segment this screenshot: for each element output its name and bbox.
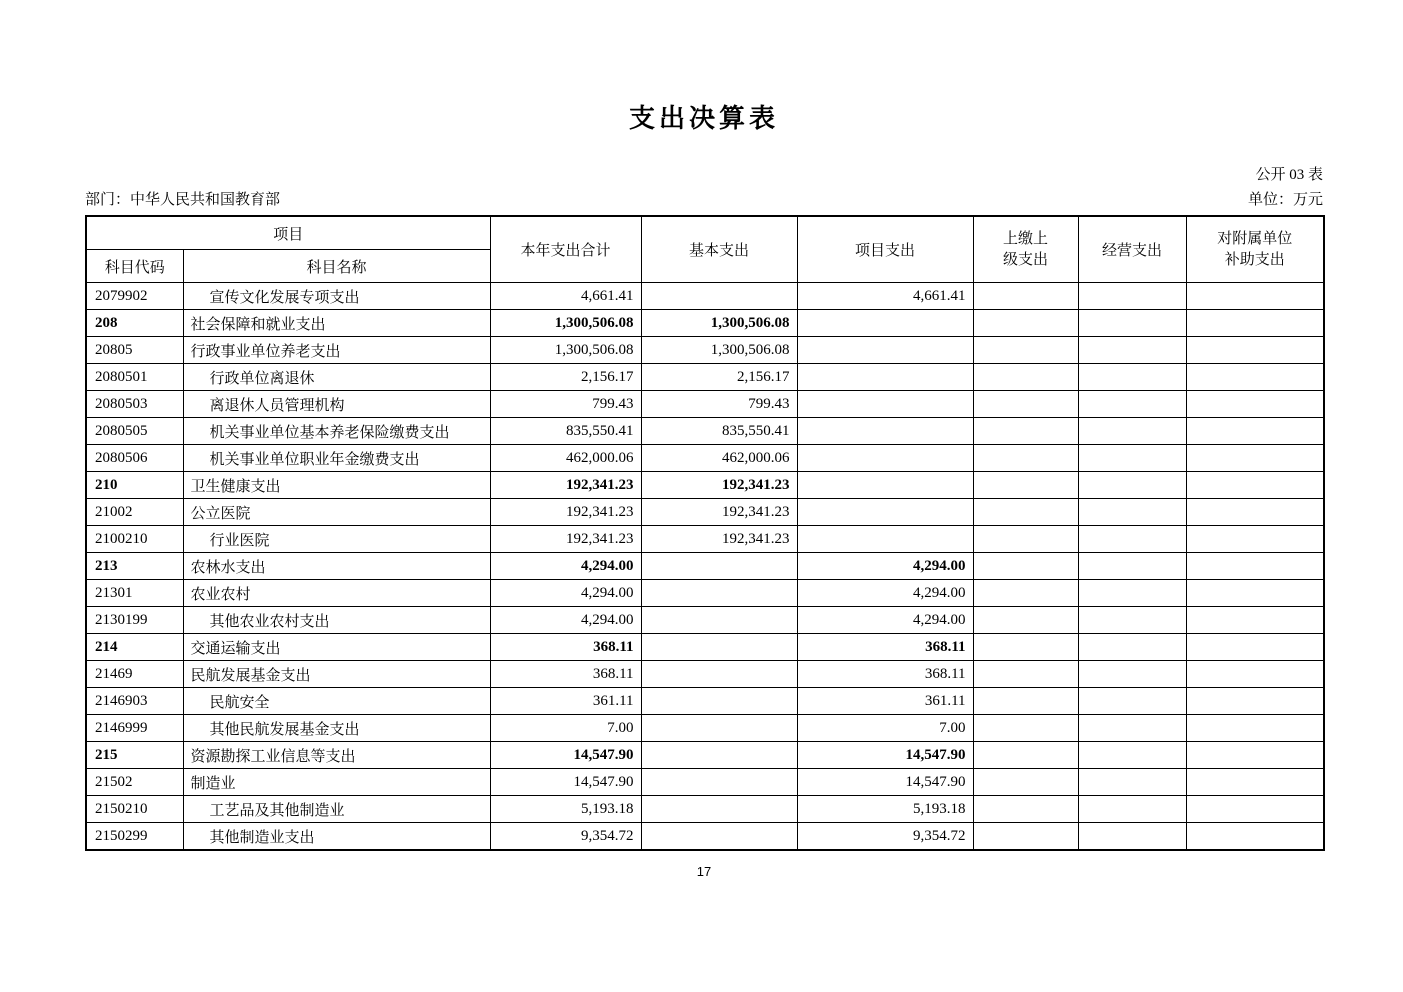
total-expense-cell: 361.11 [490,688,641,715]
upper-expense-cell [973,742,1078,769]
upper-expense-cell [973,445,1078,472]
subject-name-cell: 宣传文化发展专项支出 [183,283,490,310]
basic-expense-cell [641,283,797,310]
table-row [86,445,1324,472]
column-header-basic: 基本支出 [641,216,797,283]
upper-expense-cell [973,661,1078,688]
project-expense-cell [797,337,973,364]
table-row [86,499,1324,526]
upper-expense-cell [973,580,1078,607]
table-row [86,526,1324,553]
upper-expense-cell [973,553,1078,580]
column-header-upper [973,216,1078,283]
column-header-upper-line1: 上缴上 [1003,231,1049,248]
page-title: 支出决算表 [628,104,779,133]
operating-expense-cell [1078,661,1186,688]
operating-expense-cell [1078,742,1186,769]
upper-expense-cell [973,364,1078,391]
subject-code-cell: 214 [86,634,183,661]
subject-code-cell: 210 [86,472,183,499]
subsidy-expense-cell [1186,364,1324,391]
operating-expense-cell [1078,499,1186,526]
column-header-subsidy-line1: 对附属单位 [1217,231,1293,248]
subject-code-cell: 21469 [86,661,183,688]
basic-expense-cell: 835,550.41 [641,418,797,445]
table-row [86,634,1324,661]
total-expense-cell: 7.00 [490,715,641,742]
subject-name-cell: 其他民航发展基金支出 [183,715,490,742]
project-expense-cell: 9,354.72 [797,823,973,850]
header-row-1 [86,216,1324,250]
upper-expense-cell [973,769,1078,796]
expenditure-table [85,215,1325,851]
operating-expense-cell [1078,796,1186,823]
basic-expense-cell [641,715,797,742]
project-expense-cell: 368.11 [797,661,973,688]
subject-code-cell: 2080506 [86,445,183,472]
project-expense-cell [797,445,973,472]
subject-name-cell: 社会保障和就业支出 [183,310,490,337]
total-expense-cell: 14,547.90 [490,769,641,796]
basic-expense-cell [641,688,797,715]
unit-label: 单位：万元 [1247,191,1323,208]
subject-name-cell: 农业农村 [183,580,490,607]
upper-expense-cell [973,823,1078,850]
subject-code-cell: 20805 [86,337,183,364]
table-row [86,364,1324,391]
table-row [86,283,1324,310]
table-header [86,216,1324,283]
subject-code-cell: 2146903 [86,688,183,715]
subject-name-cell: 资源勘探工业信息等支出 [183,742,490,769]
project-expense-cell [797,418,973,445]
table-row [86,310,1324,337]
operating-expense-cell [1078,553,1186,580]
table-row [86,337,1324,364]
operating-expense-cell [1078,283,1186,310]
subsidy-expense-cell [1186,661,1324,688]
subsidy-expense-cell [1186,418,1324,445]
total-expense-cell: 4,294.00 [490,553,641,580]
subsidy-expense-cell [1186,580,1324,607]
operating-expense-cell [1078,418,1186,445]
subject-name-cell: 离退休人员管理机构 [183,391,490,418]
subject-name-cell: 民航发展基金支出 [183,661,490,688]
basic-expense-cell [641,769,797,796]
document-content [85,0,1323,879]
table-row [86,391,1324,418]
upper-expense-cell [973,688,1078,715]
column-header-project: 项目支出 [797,216,973,283]
subject-name-cell: 制造业 [183,769,490,796]
subject-name-cell: 交通运输支出 [183,634,490,661]
operating-expense-cell [1078,580,1186,607]
total-expense-cell: 4,294.00 [490,607,641,634]
column-header-total: 本年支出合计 [490,216,641,283]
subsidy-expense-cell [1186,526,1324,553]
total-expense-cell: 9,354.72 [490,823,641,850]
project-expense-cell [797,364,973,391]
subject-name-cell: 行业医院 [183,526,490,553]
project-expense-cell: 4,294.00 [797,553,973,580]
operating-expense-cell [1078,715,1186,742]
form-number-label: 公开 03 表 [1255,166,1323,183]
column-header-subsidy [1186,216,1324,283]
column-header-name: 科目名称 [183,250,490,283]
project-expense-cell: 7.00 [797,715,973,742]
table-row [86,607,1324,634]
total-expense-cell: 192,341.23 [490,472,641,499]
operating-expense-cell [1078,472,1186,499]
subject-name-cell: 行政事业单位养老支出 [183,337,490,364]
upper-expense-cell [973,526,1078,553]
table-row [86,418,1324,445]
subsidy-expense-cell [1186,553,1324,580]
project-expense-cell: 5,193.18 [797,796,973,823]
operating-expense-cell [1078,445,1186,472]
operating-expense-cell [1078,607,1186,634]
department-label: 部门：中华人民共和国教育部 [85,191,281,208]
basic-expense-cell [641,823,797,850]
basic-expense-cell [641,607,797,634]
operating-expense-cell [1078,526,1186,553]
subsidy-expense-cell [1186,337,1324,364]
total-expense-cell: 1,300,506.08 [490,337,641,364]
total-expense-cell: 192,341.23 [490,526,641,553]
subject-code-cell: 213 [86,553,183,580]
total-expense-cell: 14,547.90 [490,742,641,769]
table-row [86,472,1324,499]
meta-row [85,191,1323,209]
project-expense-cell [797,391,973,418]
subject-code-cell: 2130199 [86,607,183,634]
operating-expense-cell [1078,391,1186,418]
basic-expense-cell [641,580,797,607]
total-expense-cell: 192,341.23 [490,499,641,526]
column-header-subsidy-line2: 补助支出 [1224,251,1285,268]
project-expense-cell [797,499,973,526]
subject-code-cell: 21502 [86,769,183,796]
column-header-operating: 经营支出 [1078,216,1186,283]
basic-expense-cell: 2,156.17 [641,364,797,391]
subject-code-cell: 21002 [86,499,183,526]
table-row [86,796,1324,823]
upper-expense-cell [973,283,1078,310]
basic-expense-cell [641,742,797,769]
upper-expense-cell [973,391,1078,418]
subsidy-expense-cell [1186,769,1324,796]
upper-expense-cell [973,607,1078,634]
subject-code-cell: 21301 [86,580,183,607]
subsidy-expense-cell [1186,634,1324,661]
basic-expense-cell [641,553,797,580]
subject-name-cell: 机关事业单位基本养老保险缴费支出 [183,418,490,445]
subject-code-cell: 2146999 [86,715,183,742]
subject-name-cell: 机关事业单位职业年金缴费支出 [183,445,490,472]
table-row [86,688,1324,715]
upper-expense-cell [973,310,1078,337]
subsidy-expense-cell [1186,742,1324,769]
basic-expense-cell: 1,300,506.08 [641,310,797,337]
subject-name-cell: 工艺品及其他制造业 [183,796,490,823]
project-expense-cell: 14,547.90 [797,742,973,769]
project-expense-cell: 14,547.90 [797,769,973,796]
page-number: 17 [696,863,712,879]
subject-code-cell: 2150210 [86,796,183,823]
subject-name-cell: 卫生健康支出 [183,472,490,499]
subject-name-cell: 公立医院 [183,499,490,526]
subsidy-expense-cell [1186,391,1324,418]
subject-code-cell: 2080501 [86,364,183,391]
project-expense-cell: 4,294.00 [797,607,973,634]
table-body [86,283,1324,850]
column-header-code: 科目代码 [86,250,183,283]
subject-code-cell: 208 [86,310,183,337]
project-expense-cell [797,472,973,499]
subsidy-expense-cell [1186,607,1324,634]
table-row [86,580,1324,607]
subject-name-cell: 其他制造业支出 [183,823,490,850]
subject-name-cell: 农林水支出 [183,553,490,580]
basic-expense-cell: 462,000.06 [641,445,797,472]
operating-expense-cell [1078,823,1186,850]
subject-name-cell: 其他农业农村支出 [183,607,490,634]
table-row [86,769,1324,796]
total-expense-cell: 835,550.41 [490,418,641,445]
table-row [86,715,1324,742]
subject-name-cell: 民航安全 [183,688,490,715]
basic-expense-cell: 192,341.23 [641,472,797,499]
upper-expense-cell [973,337,1078,364]
basic-expense-cell: 192,341.23 [641,526,797,553]
column-header-upper-line2: 级支出 [1003,251,1049,268]
operating-expense-cell [1078,337,1186,364]
operating-expense-cell [1078,769,1186,796]
column-header-project-group: 项目 [86,216,490,250]
basic-expense-cell [641,796,797,823]
total-expense-cell: 799.43 [490,391,641,418]
total-expense-cell: 2,156.17 [490,364,641,391]
operating-expense-cell [1078,634,1186,661]
table-row [86,823,1324,850]
subject-code-cell: 2080505 [86,418,183,445]
upper-expense-cell [973,418,1078,445]
subject-code-cell: 215 [86,742,183,769]
total-expense-cell: 4,294.00 [490,580,641,607]
upper-expense-cell [973,472,1078,499]
subsidy-expense-cell [1186,283,1324,310]
total-expense-cell: 5,193.18 [490,796,641,823]
project-expense-cell: 368.11 [797,634,973,661]
basic-expense-cell: 799.43 [641,391,797,418]
subject-code-cell: 2150299 [86,823,183,850]
upper-expense-cell [973,715,1078,742]
subject-code-cell: 2100210 [86,526,183,553]
table-row [86,553,1324,580]
project-expense-cell: 4,661.41 [797,283,973,310]
project-expense-cell [797,526,973,553]
subsidy-expense-cell [1186,445,1324,472]
project-expense-cell: 361.11 [797,688,973,715]
table-row [86,742,1324,769]
subsidy-expense-cell [1186,472,1324,499]
project-expense-cell [797,310,973,337]
operating-expense-cell [1078,364,1186,391]
basic-expense-cell [641,661,797,688]
project-expense-cell: 4,294.00 [797,580,973,607]
subsidy-expense-cell [1186,796,1324,823]
upper-expense-cell [973,634,1078,661]
subject-code-cell: 2080503 [86,391,183,418]
subsidy-expense-cell [1186,715,1324,742]
operating-expense-cell [1078,310,1186,337]
basic-expense-cell [641,634,797,661]
subsidy-expense-cell [1186,310,1324,337]
operating-expense-cell [1078,688,1186,715]
upper-expense-cell [973,499,1078,526]
subsidy-expense-cell [1186,823,1324,850]
basic-expense-cell: 1,300,506.08 [641,337,797,364]
total-expense-cell: 462,000.06 [490,445,641,472]
basic-expense-cell: 192,341.23 [641,499,797,526]
subject-name-cell: 行政单位离退休 [183,364,490,391]
subject-code-cell: 2079902 [86,283,183,310]
total-expense-cell: 368.11 [490,661,641,688]
table-row [86,661,1324,688]
total-expense-cell: 4,661.41 [490,283,641,310]
total-expense-cell: 368.11 [490,634,641,661]
subsidy-expense-cell [1186,688,1324,715]
subsidy-expense-cell [1186,499,1324,526]
upper-expense-cell [973,796,1078,823]
total-expense-cell: 1,300,506.08 [490,310,641,337]
